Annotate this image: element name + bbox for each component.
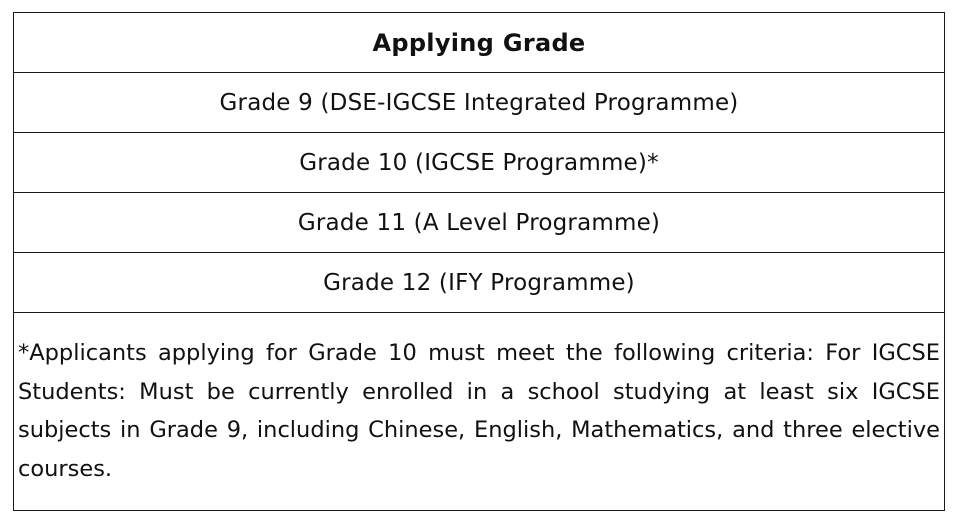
table-row <box>14 73 945 133</box>
grade-11-cell: Grade 11 (A Level Programme) <box>14 193 945 253</box>
table-row <box>14 133 945 193</box>
grade-10-criteria-note: *Applicants applying for Grade 10 must meet the following criteria: For IGCSE Students: Must be currently enrolled in a school studying at least six IGCSE subjects in Grade 9, including Chinese, English, Mathematics, and three elective courses. <box>14 313 945 511</box>
footnote-row <box>14 313 945 511</box>
header-row <box>14 13 945 73</box>
grade-9-cell: Grade 9 (DSE-IGCSE Integrated Programme) <box>14 73 945 133</box>
table-row <box>14 253 945 313</box>
grade-12-cell: Grade 12 (IFY Programme) <box>14 253 945 313</box>
applying-grade-table <box>13 12 945 511</box>
table-row <box>14 193 945 253</box>
grade-10-cell: Grade 10 (IGCSE Programme)* <box>14 133 945 193</box>
applying-grade-header: Applying Grade <box>14 13 945 73</box>
